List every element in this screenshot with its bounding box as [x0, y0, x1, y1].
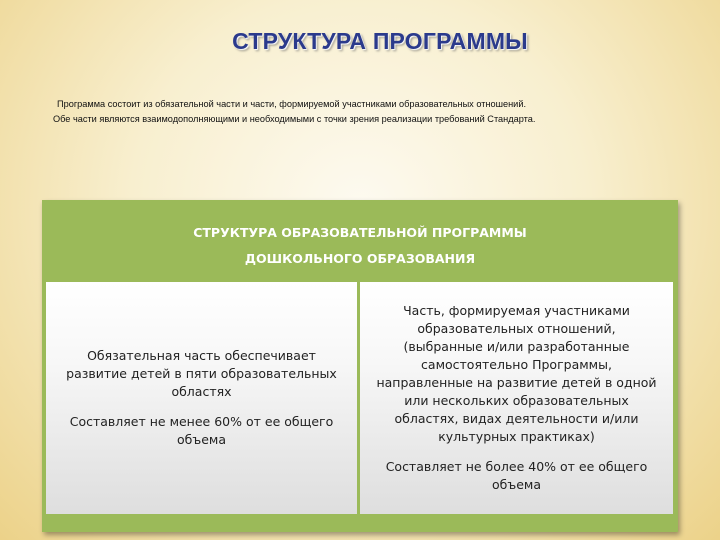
mandatory-part-line: развитие детей в пяти образовательных — [66, 366, 337, 381]
intro-text — [53, 97, 663, 127]
variable-part-line: культурных практиках) — [438, 429, 595, 444]
variable-part-line: направленные на развитие детей в одной — [376, 375, 657, 390]
variable-part-line: Часть, формируемая участниками — [403, 303, 630, 318]
variable-part-line: или нескольких образовательных — [404, 393, 629, 408]
variable-part-cell — [360, 282, 673, 514]
mandatory-part-line: Обязательная часть обеспечивает — [87, 348, 316, 363]
intro-line-2: Обе части являются взаимодополняющими и необходимыми с точки зрения реализации требований Стандарта. — [53, 114, 536, 124]
mandatory-part-line: областях — [171, 384, 232, 399]
variable-share-line: Составляет не более 40% от ее общего — [385, 459, 648, 474]
variable-part-line: самостоятельно Программы, — [421, 357, 612, 372]
structure-table — [42, 200, 678, 532]
table-header-line-1: СТРУКТУРА ОБРАЗОВАТЕЛЬНОЙ ПРОГРАММЫ — [193, 225, 527, 240]
variable-part-line: областях, видах деятельности и/или — [394, 411, 639, 426]
page-title: СТРУКТУРА ПРОГРАММЫ — [232, 28, 528, 54]
intro-line-1: Программа состоит из обязательной части и части, формируемой участниками образовательных отношений. — [57, 99, 526, 109]
mandatory-part-cell — [46, 282, 357, 514]
table-header-line-2: ДОШКОЛЬНОГО ОБРАЗОВАНИЯ — [244, 251, 476, 266]
variable-share-line: объема — [492, 477, 541, 492]
variable-part-line: образовательных отношений, — [417, 321, 616, 336]
mandatory-share-line: Составляет не менее 60% от ее общего — [69, 414, 334, 429]
variable-part-line: (выбранные и/или разработанные — [403, 339, 630, 354]
mandatory-share-line: объема — [177, 432, 226, 447]
table-header — [42, 220, 678, 272]
